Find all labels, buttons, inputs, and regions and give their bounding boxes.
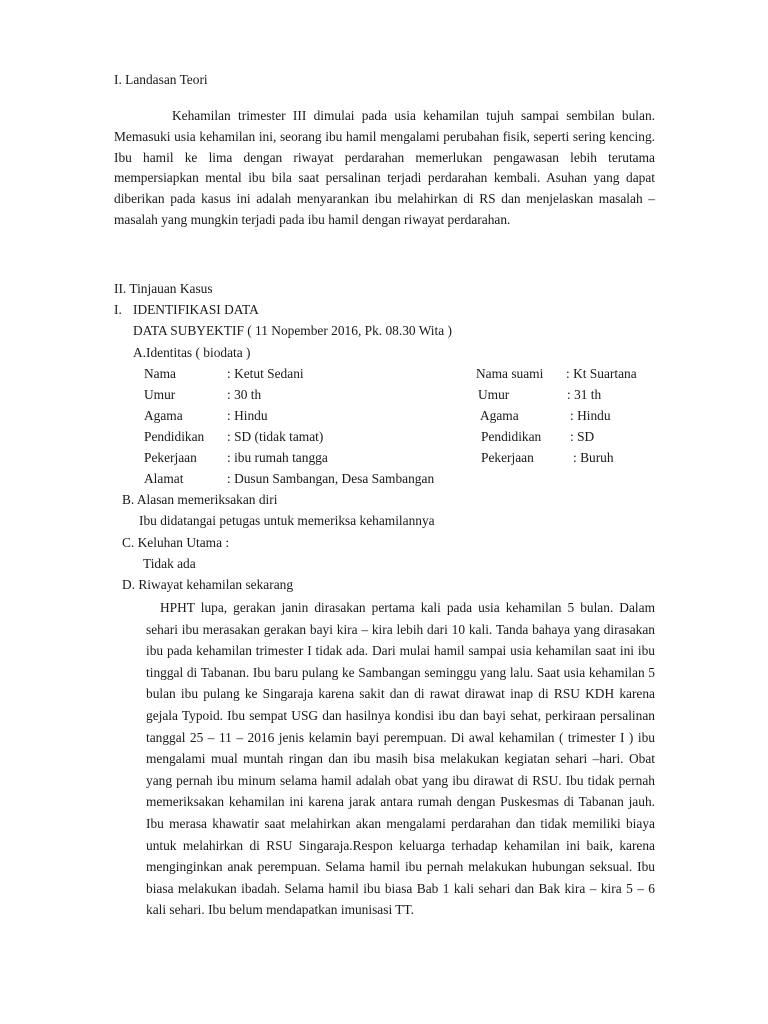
identitas-left-label: Agama: [144, 408, 183, 423]
identitas-left-value: : Dusun Sambangan, Desa Sambangan: [227, 471, 435, 486]
identitas-right-value: : Buruh: [573, 450, 614, 465]
riwayat-paragraph: [146, 597, 655, 921]
identitas-left-label: Umur: [144, 387, 176, 402]
subsection-number: I.: [114, 302, 122, 317]
section-1-heading: I. Landasan Teori: [114, 72, 208, 87]
data-subyektif-heading: DATA SUBYEKTIF ( 11 Nopember 2016, Pk. 08.30 Wita ): [133, 323, 452, 338]
identitas-right-value: : Hindu: [570, 408, 611, 423]
identitas-left-label: Pekerjaan: [144, 450, 197, 465]
identitas-left-label: Pendidikan: [144, 429, 205, 444]
identitas-right-value: : Kt Suartana: [566, 366, 637, 381]
alasan-text: Ibu didatangai petugas untuk memeriksa kehamilannya: [139, 513, 435, 528]
identitas-label: A.Identitas ( biodata ): [133, 345, 251, 360]
identitas-left-label: Alamat: [144, 471, 184, 486]
identitas-right-value: : 31 th: [567, 387, 602, 402]
identitas-left-value: : Hindu: [227, 408, 268, 423]
landasan-teori-text: Kehamilan trimester III dimulai pada usia kehamilan tujuh sampai sembilan bulan. Memasuki usia kehamilan ini, seorang ibu hamil mengalami perubahan fisik, seperti sering kencing. Ibu hamil ke lima dengan riwayat perdarahan memerlukan pengawasan lebih terutama mempersiapkan mental ibu bila saat persalinan terjadi perdarahan kembali. Asuhan yang dapat diberikan pada kasus ini adalah menyarankan ibu melahirkan di RS dan menjelaskan masalah – masalah yang mungkin terjadi pada ibu hamil dengan riwayat perdarahan.: [114, 108, 655, 227]
landasan-teori-paragraph: [114, 106, 655, 231]
identitas-right-label: Nama suami: [476, 366, 544, 381]
identitas-right-label: Pekerjaan: [481, 450, 534, 465]
keluhan-label: C. Keluhan Utama :: [122, 535, 230, 550]
identitas-right-value: : SD: [570, 429, 595, 444]
identitas-left-value: : SD (tidak tamat): [227, 429, 324, 444]
identitas-right-label: Umur: [478, 387, 510, 402]
identitas-left-value: : Ketut Sedani: [227, 366, 304, 381]
alasan-label: B. Alasan memeriksakan diri: [122, 492, 278, 507]
identitas-right-label: Pendidikan: [481, 429, 542, 444]
subsection-heading: IDENTIFIKASI DATA: [133, 302, 259, 317]
identitas-left-value: : 30 th: [227, 387, 262, 402]
riwayat-label: D. Riwayat kehamilan sekarang: [122, 577, 294, 592]
keluhan-text: Tidak ada: [143, 556, 196, 571]
identitas-left-label: Nama: [144, 366, 176, 381]
riwayat-text: HPHT lupa, gerakan janin dirasakan pertama kali pada usia kehamilan 5 bulan. Dalam sehari ibu merasakan gerakan bayi kira – kira lebih dari 10 kali. Tanda bahaya yang dirasakan ibu pada kehamilan trimester I tidak ada. Dari mulai hamil sampai usia kehamilan saat ini ibu tinggal di Tabanan. Ibu baru pulang ke Sambangan seminggu yang lalu. Saat usia kehamilan 5 bulan ibu pulang ke Singaraja karena sakit dan di rawat dirawat inap di RSU KDH karena gejala Typoid. Ibu sempat USG dan hasilnya kondisi ibu dan bayi sehat, perkiraan persalinan tanggal 25 – 11 – 2016 jenis kelamin bayi perempuan. Di awal kehamilan ( trimester I ) ibu mengalami mual muntah ringan dan ibu masih bisa melakukan kegiatan sehari –hari. Obat yang pernah ibu minum selama hamil adalah obat yang ibu dirawat di RSU. Ibu tidak pernah memeriksakan kehamilan ini karena jarak antara rumah dengan Puskesmas di Tabanan jauh. Ibu merasa khawatir saat melahirkan akan mengalami perdarahan dan tidak memiliki biaya untuk melahirkan di RSU Singaraja.Respon keluarga terhadap kehamilan ini baik, karena menginginkan anak perempuan. Selama hamil ibu pernah melakukan hubungan seksual. Ibu biasa melakukan ibadah. Selama hamil ibu biasa Bab 1 kali sehari dan Bak kira – kira 5 – 6 kali sehari. Ibu belum mendapatkan imunisasi TT.: [146, 600, 655, 918]
identitas-right-label: Agama: [480, 408, 519, 423]
section-2-heading: II. Tinjauan Kasus: [114, 281, 213, 296]
identitas-left-value: : ibu rumah tangga: [227, 450, 328, 465]
